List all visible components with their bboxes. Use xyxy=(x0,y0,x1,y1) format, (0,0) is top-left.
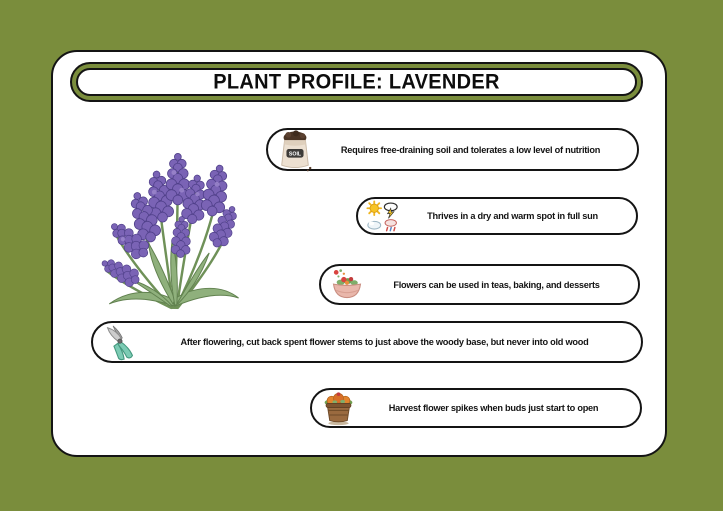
fact-row-soil xyxy=(266,128,639,171)
lavender-bouquet-icon xyxy=(72,133,268,315)
fact-text-pruning: After flowering, cut back spent flower stems to just above the woody base, but never into old wood xyxy=(180,337,589,347)
fact-text-harvest: Harvest flower spikes when buds just start to open xyxy=(388,403,599,413)
fact-row-sun xyxy=(356,197,638,235)
fact-text-culinary: Flowers can be used in teas, baking, and desserts xyxy=(393,279,600,290)
title-banner xyxy=(70,62,643,102)
flower-bowl-icon xyxy=(329,267,365,303)
fact-text-soil: Requires free-draining soil and tolerates a low level of nutrition xyxy=(340,144,601,155)
harvest-basket-icon xyxy=(320,390,357,427)
lavender-illustration xyxy=(72,133,268,315)
weather-sun-icon xyxy=(366,200,399,233)
soil-bag-icon xyxy=(276,128,314,172)
fact-text-sun: Thrives in a dry and warm spot in full sun xyxy=(427,211,598,221)
pruning-shears-icon xyxy=(101,324,138,361)
svg-text:SOIL: SOIL xyxy=(288,151,302,158)
fact-row-pruning xyxy=(91,321,643,363)
fact-row-culinary xyxy=(319,264,640,305)
title-banner-inner xyxy=(76,68,637,96)
page-title: PLANT PROFILE: LAVENDER xyxy=(213,69,500,94)
fact-row-harvest xyxy=(310,388,642,428)
